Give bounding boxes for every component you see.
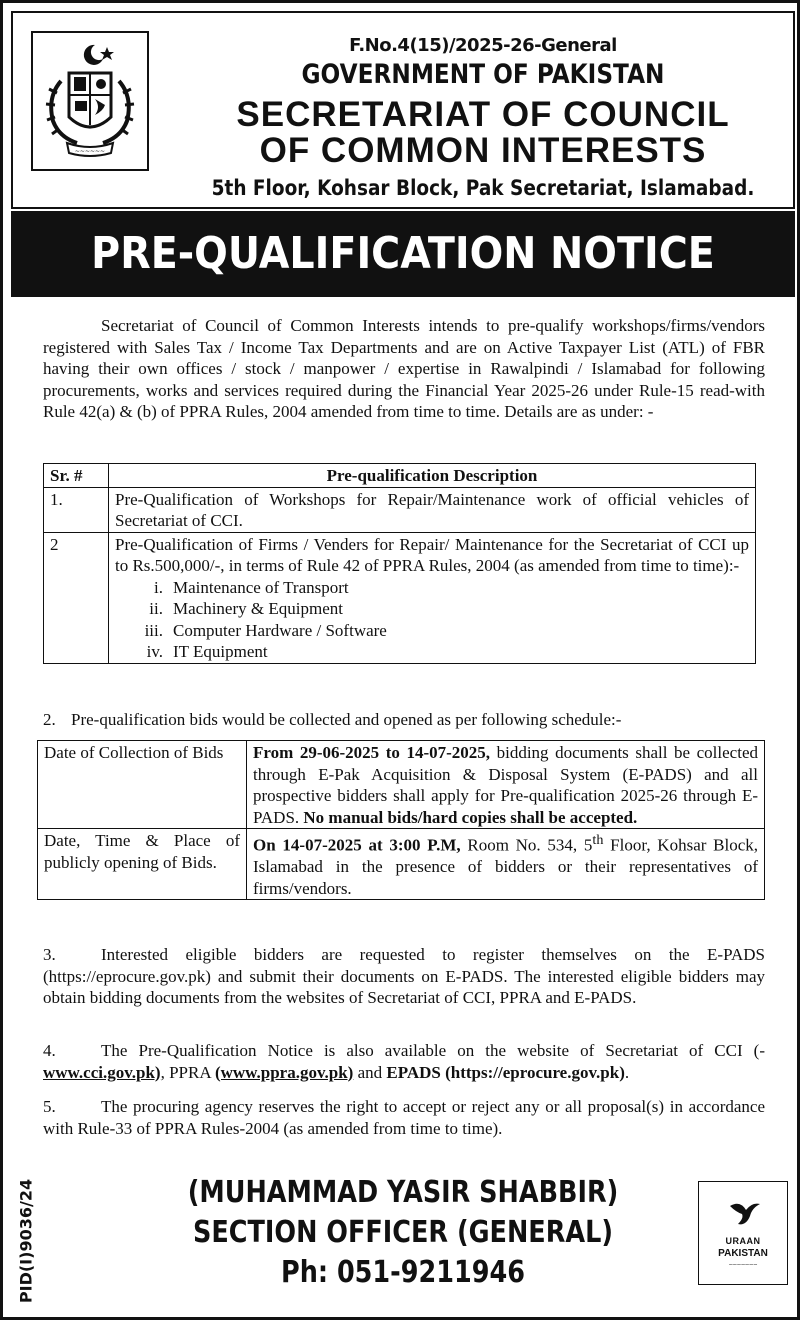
- schedule-value: [247, 829, 765, 900]
- paragraph-text: , PPRA: [160, 1062, 215, 1082]
- table-row: [44, 532, 756, 663]
- sub-item-number: ii.: [149, 599, 163, 618]
- paragraph-3: [43, 944, 765, 1009]
- list-item: [115, 598, 749, 620]
- sub-item-text: Maintenance of Transport: [173, 577, 349, 597]
- table-header-row: [44, 464, 756, 488]
- paragraph-number: 2.: [43, 710, 56, 729]
- collection-dates: From 29-06-2025 to 14-07-2025,: [253, 743, 491, 762]
- paragraph-text: and: [353, 1062, 387, 1082]
- notice-title-bar: [11, 211, 795, 297]
- row-sr: 2: [44, 532, 109, 663]
- collection-details: bidding documents shall be collected through E-Pak Acquisition & Disposal System (E-PADS) and all prospective bidders shall apply for Pre-qualification 2025-26 through E-PADS.: [253, 743, 758, 827]
- ordinal-suffix: th: [592, 832, 604, 848]
- table-row: [44, 487, 756, 532]
- paragraph-text: .: [624, 1062, 630, 1082]
- sub-item-number: i.: [154, 577, 163, 597]
- pid-number: [11, 1171, 41, 1311]
- schedule-value: [247, 741, 765, 829]
- paragraph-number: 3.: [43, 945, 56, 964]
- logo-line1: URAAN: [725, 1236, 761, 1246]
- schedule-table: [37, 740, 765, 900]
- government-title: GOVERNMENT OF PAKISTAN: [301, 59, 665, 90]
- sub-item-text: Computer Hardware / Software: [173, 620, 387, 640]
- state-emblem: [31, 31, 149, 171]
- paragraph-text: Interested eligible bidders are requested to register themselves on the E-PADS (https://eprocure.gov.pk) and submit their documents on E-PADS. The interested eligible bidders may obtain bidding documents from the websites of Secretariat of CCI, PPRA and E-PADS.: [43, 945, 765, 1007]
- header-description: Pre-qualification Description: [109, 464, 756, 488]
- schedule-label: Date, Time & Place of publicly opening of Bids.: [38, 829, 247, 900]
- sub-item-number: iii.: [144, 620, 163, 640]
- list-item: [115, 641, 749, 663]
- paragraph-2: [43, 709, 765, 731]
- sub-item-list: [115, 577, 749, 663]
- signatory-name: (MUHAMMAD YASIR SHABBIR): [187, 1175, 619, 1210]
- pid-text: PID(I)9036/24: [16, 1178, 36, 1304]
- opening-datetime: On 14-07-2025 at 3:00 P.M,: [253, 835, 461, 855]
- epads-website-link[interactable]: EPADS (https://eprocure.gov.pk): [386, 1062, 625, 1082]
- notice-title: PRE-QUALIFICATION NOTICE: [91, 228, 715, 279]
- office-address: 5th Floor, Kohsar Block, Pak Secretariat, Islamabad.: [211, 176, 755, 200]
- prequalification-table: [43, 463, 756, 664]
- paragraph-text: Pre-qualification bids would be collected and opened as per following schedule:-: [71, 710, 622, 729]
- sub-item-number: iv.: [146, 642, 163, 661]
- uraan-pakistan-logo: [698, 1181, 788, 1285]
- paragraph-text: The Pre-Qualification Notice is also available on the website of Secretariat of CCI (-: [101, 1041, 765, 1060]
- list-item: [115, 577, 749, 599]
- ppra-website-link[interactable]: (www.ppra.gov.pk): [214, 1062, 354, 1082]
- secretariat-title-line1: SECRETARIAT OF COUNCIL: [236, 95, 730, 134]
- opening-place-part1: Room No. 534, 5: [460, 835, 593, 855]
- table-row: [38, 741, 765, 829]
- bird-icon: [724, 1192, 764, 1232]
- row-description: Pre-Qualification of Workshops for Repair/Maintenance work of official vehicles of Secretariat of CCI.: [109, 487, 756, 532]
- paragraph-number: 5.: [43, 1097, 56, 1116]
- schedule-label: Date of Collection of Bids: [38, 741, 247, 829]
- logo-urdu-text: ~~~~~~~: [728, 1262, 758, 1269]
- intro-paragraph: Secretariat of Council of Common Interests intends to pre-qualify workshops/firms/vendors registered with Sales Tax / Income Tax Departments and are on Active Taxpayer List (ATL) of FBR having their own offices / stock / manpower / expertise in Rawalpindi / Islamabad for following procurements, works and services required during the Financial Year 2025-26 under Rule-15 read-with Rule 42(a) & (b) of PPRA Rules, 2004 amended from time to time. Details are as under: -: [43, 316, 765, 421]
- svg-text:~~~~~~: ~~~~~~: [74, 148, 106, 155]
- list-item: [115, 620, 749, 642]
- row-description: Pre-Qualification of Firms / Venders for Repair/ Maintenance for the Secretariat of CCI up to Rs.500,000/-, in terms of Rule 42 of PPRA Rules, 2004 (as amended from time to time):-: [115, 534, 749, 575]
- header-sr: Sr. #: [44, 464, 109, 488]
- secretariat-title-line2: OF COMMON INTERESTS: [259, 131, 707, 170]
- cci-website-link[interactable]: www.cci.gov.pk): [43, 1062, 161, 1082]
- no-manual-bids-note: No manual bids/hard copies shall be accepted.: [303, 807, 638, 827]
- opening-place-part2: Floor, Kohsar Block, Islamabad in the presence of bidders or their representatives of firms/vendors.: [253, 835, 758, 898]
- file-number: F.No.4(15)/2025-26-General: [349, 35, 617, 56]
- signatory-phone: Ph: 051-9211946: [281, 1255, 525, 1290]
- paragraph-text: The procuring agency reserves the right to accept or reject any or all proposal(s) in accordance with Rule-33 of PPRA Rules-2004 (as amended from time to time).: [43, 1097, 765, 1138]
- signatory-designation: SECTION OFFICER (GENERAL): [193, 1215, 613, 1250]
- paragraph-number: 4.: [43, 1041, 56, 1060]
- sub-item-text: IT Equipment: [173, 642, 268, 661]
- row-sr: 1.: [44, 487, 109, 532]
- state-emblem-icon: [37, 37, 143, 165]
- logo-line2: PAKISTAN: [718, 1248, 768, 1259]
- sub-item-text: Machinery & Equipment: [173, 599, 343, 618]
- paragraph-5: [43, 1096, 765, 1139]
- letterhead: [11, 11, 795, 209]
- paragraph-4: [43, 1040, 765, 1083]
- table-row: [38, 829, 765, 900]
- row-description-cell: [109, 532, 756, 663]
